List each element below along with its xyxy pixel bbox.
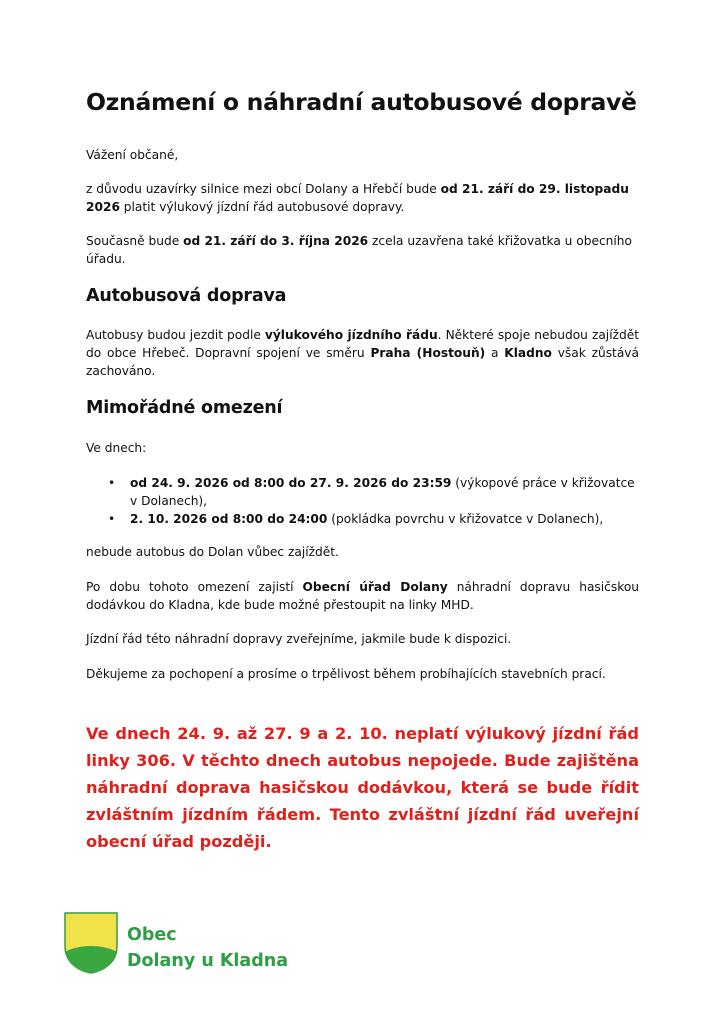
section-heading-bus: Autobusová doprava <box>86 286 287 306</box>
bullet-icon: • <box>108 512 116 526</box>
alert-paragraph: Ve dnech 24. 9. až 27. 9 a 2. 10. neplatí výlukový jízdní řád linky 306. V těchto dnech autobus nepojede. Bude zajištěna náhradní doprava hasičskou dodávkou, která se bude řídit zvláštním jízdním řádem. Tento zvláštní jízdní řád uveřejní obecní úřad později. <box>86 724 639 851</box>
intro-text-2: platit výlukový jízdní řád autobusové dopravy. <box>119 200 405 214</box>
intro-paragraph-crossing <box>86 232 639 268</box>
bus-bold-3: Kladno <box>504 346 552 360</box>
municipality-name <box>127 922 288 974</box>
section-heading-limit: Mimořádné omezení <box>86 398 283 418</box>
replacement-text-1: Po dobu tohoto omezení zajistí <box>86 580 303 594</box>
list-item-text: (pokládka povrchu v křižovatce v Dolanech), <box>327 512 604 526</box>
crossing-text-2: zcela uzavřena také křižovatka u obecního úřadu. <box>86 234 632 266</box>
intro-paragraph-closure <box>86 180 639 216</box>
bus-paragraph <box>86 326 639 380</box>
greeting: Vážení občané, <box>86 148 179 162</box>
municipal-office: Obecní úřad Dolany <box>302 580 448 594</box>
coat-of-arms-icon <box>64 912 118 974</box>
intro-text-1: z důvodu uzavírky silnice mezi obcí Dolany a Hřebčí bude <box>86 182 441 196</box>
municipality-line-1: Obec <box>127 925 177 945</box>
limit-after: nebude autobus do Dolan vůbec zajíždět. <box>86 545 339 559</box>
page-title: Oznámení o náhradní autobusové dopravě <box>86 88 637 116</box>
bus-bold-1: výlukového jízdního řádu <box>264 328 438 342</box>
limit-lead: Ve dnech: <box>86 441 147 455</box>
limit-list <box>86 474 639 528</box>
list-item <box>86 474 639 510</box>
crossing-text-1: Současně bude <box>86 234 184 248</box>
closure-period: od 21. září do 29. listopadu 2026 <box>86 182 629 214</box>
bus-text-2: . Některé spoje nebudou zajíždět do obce Hřebeč. Dopravní spojení ve směru <box>86 328 639 360</box>
replacement-text-2: náhradní dopravu hasičskou dodávkou do Kladna, kde bude možné přestoupit na linky MHD. <box>86 580 639 612</box>
municipality-line-2: Dolany u Kladna <box>127 951 289 971</box>
timetable-paragraph: Jízdní řád této náhradní dopravy zveřejníme, jakmile bude k dispozici. <box>86 632 512 646</box>
list-item-date: od 24. 9. 2026 od 8:00 do 27. 9. 2026 do 23:59 <box>130 476 452 490</box>
bus-text-1: Autobusy budou jezdit podle <box>86 328 265 342</box>
bus-text-4: však zůstává zachováno. <box>86 346 639 378</box>
bus-bold-2: Praha (Hostouň) <box>370 346 486 360</box>
replacement-paragraph <box>86 578 639 614</box>
list-item <box>86 510 639 528</box>
list-item-date: 2. 10. 2026 od 8:00 do 24:00 <box>130 512 328 526</box>
bullet-icon: • <box>108 476 116 490</box>
bus-text-3: a <box>485 346 505 360</box>
list-item-text: (výkopové práce v křižovatce v Dolanech), <box>130 476 635 508</box>
crossing-period: od 21. září do 3. října 2026 <box>183 234 369 248</box>
thanks-paragraph: Děkujeme za pochopení a prosíme o trpělivost během probíhajících stavebních prací. <box>86 667 606 681</box>
